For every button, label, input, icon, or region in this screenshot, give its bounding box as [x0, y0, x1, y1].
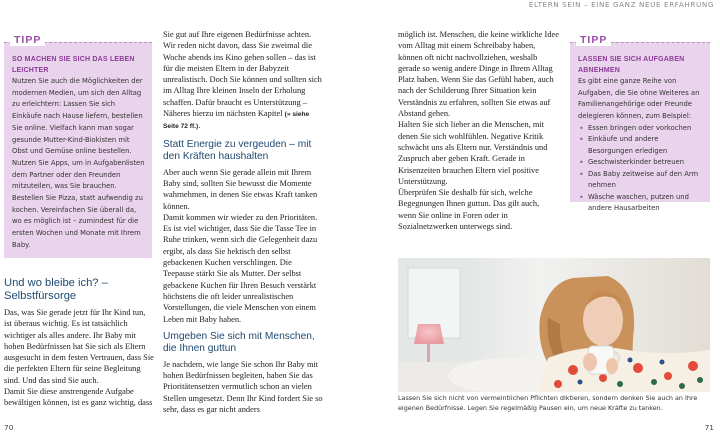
- page-reference: (» siehe Seite 72 ff.): [163, 111, 310, 131]
- left-column-section: [4, 277, 154, 409]
- photo-woman-with-tea: [398, 258, 710, 392]
- list-item: • Wäsche waschen, putzen und andere Hausarbeiten: [578, 192, 704, 215]
- paragraph: Überprüfen Sie deshalb für sich, welche Begegnungen Ihnen guttun. Das gilt auch, wenn Sie online in Foren oder in Sozialnetzwerken unterwegs sind.: [398, 188, 540, 232]
- tip-label: TIPP: [576, 34, 611, 46]
- tip-heading: LASSEN SIE SICH AUFGABEN ABNEHMEN: [578, 56, 685, 74]
- tip-heading: SO MACHEN SIE SICH DAS LEBEN LEICHTER: [12, 56, 135, 74]
- middle-column: [163, 29, 324, 415]
- paragraph: Damit kommen wir wieder zu den Prioritäten. Es ist viel wichtiger, dass Sie die Tasse Tee in Ruhe trinken, wenn sich die Gelegenheit dazu ergibt, als dass Sie hektisch den selbst gebackenen Kuchen verschlingen. Die Teepause stärkt Sie als Mutter. Der selbst gebackene Kuchen für Ihren Besuch verstärkt höchstens die oft leider unrealistischen Vorstellungen, die viele Menschen von einem Leben mit Baby haben.: [163, 212, 318, 324]
- paragraph: Je nachdem, wie lange Sie schon Ihr Baby mit hohen Bedürfnissen begleiten, haben Sie das Prioritätensetzen vermutlich schon an vielen Stellen umgesetzt. Denn Ihr Kind fordert Sie so sehr, dass es gar nicht anders: [163, 359, 323, 415]
- list-item: • Das Baby zeitweise auf den Arm nehmen: [578, 169, 704, 192]
- tip-body: Nutzen Sie auch die Möglichkeiten der modernen Medien, um sich den Alltag zu erleichtern: Lassen Sie sich Einkäufe nach Hause liefern, bestellen Sie online. Vielfach kann man sogar gesunde Mutter-Kind-Biokisten mit Obst und Gemüse online bestellen. Nutzen Sie Apps, um in Aufgabenlisten dem Partner oder den Freunden mitzuteilen, was Sie brauchen. Bestellen Sie Pizza, statt aufwendig zu kochen. Vereinfachen Sie überall da, wo es möglich ist – zumindest für die ersten Wochen und Monate mit Ihrem Baby.: [12, 77, 145, 249]
- subheading-people: Umgeben Sie sich mit Menschen, die Ihnen guttun: [163, 330, 315, 354]
- section-heading-self-care: Und wo bleibe ich? – Selbstfürsorge: [4, 277, 108, 302]
- list-item: • Geschwisterkinder betreuen: [578, 157, 704, 169]
- paragraph: Das, was Sie gerade jetzt für Ihr Kind tun, ist überaus wichtig. Es ist tatsächlich wichtiger als alles andere. Ihr Baby mit hohen Bedürfnissen hat Sie sich als Eltern ausgesucht in dem festen Vertrauen, dass Sie die perfekten Eltern für seine Begleitung sind. Und das sind Sie auch.: [4, 308, 154, 385]
- paragraph: Halten Sie sich lieber an die Menschen, mit denen Sie sich wohlfühlen. Negative Kritik schwächt uns als Eltern nur. Verständnis und Zuspruch aber geben Kraft. Gerade in Krisenzeiten brauchen Eltern viel positive Unterstützung.: [398, 120, 548, 186]
- right-column: [398, 29, 559, 232]
- page-number-left: 70: [4, 423, 14, 432]
- paragraph: Damit Sie diese anstrengende Aufgabe bewältigen können, ist es ganz wichtig, dass: [4, 387, 153, 408]
- tip-list: [578, 123, 704, 215]
- paragraph: Aber auch wenn Sie gerade allein mit Ihrem Baby sind, sollten Sie bewusst die Momente wahrnehmen, in denen Sie etwas Kraft tanken können.: [163, 167, 318, 211]
- tip-label: TIPP: [10, 34, 45, 46]
- photo-caption: Lassen Sie sich nicht von vermeintlichen Pflichten diktieren, sondern denken Sie auch an Ihre eigenen Bedürfnisse. Legen Sie regelmäßig Pausen ein, um neue Kräfte zu tanken.: [398, 394, 698, 412]
- tip-box-delegate-tasks: [570, 34, 710, 213]
- tip-intro: Es gibt eine ganze Reihe von Aufgaben, die Sie ohne Weiteres an Familienangehörige oder Freunde delegieren können, zum Beispiel:: [578, 77, 700, 121]
- photo-illustration: [398, 258, 710, 392]
- paragraph: möglich ist. Menschen, die keine wirkliche Idee vom Alltag mit einem Schreibaby haben, können oft nicht nachvollziehen, weshalb gerade so wenig andere Dinge in Ihrem Alltag Platz haben. Wenn Sie das Gefühl haben, auch nach der Schilderung Ihrer Situation kein Verständnis zu erfahren, sollten Sie etwas auf Abstand gehen.: [398, 30, 559, 119]
- subheading-energy: Statt Energie zu vergeuden – mit den Kräften haushalten: [163, 138, 312, 162]
- paragraph: [163, 29, 324, 133]
- page-number-right: 71: [704, 423, 714, 432]
- list-item: • Essen bringen oder vorkochen: [578, 123, 704, 135]
- paragraph-text: Sie gut auf Ihre eigenen Bedürfnisse achten. Wir reden nicht davon, dass Sie zweimal die Woche abends ins Kino gehen sollen – das ist für die meisten Eltern in der Babyzeit unrealistisch. Doch Sie können und sollten sich im Alltag Ihre kleinen Inseln der Erholung schaffen. Dafür braucht es Unterstützung – Näheres hierzu im nächsten Kapitel: [163, 30, 322, 119]
- paragraph-end: .: [198, 121, 201, 131]
- running-head: ELTERN SEIN – EINE GANZ NEUE ERFAHRUNG: [528, 0, 714, 9]
- list-item: • Einkäufe und andere Besorgungen erledigen: [578, 134, 704, 157]
- tip-box-easier-life: [4, 34, 152, 258]
